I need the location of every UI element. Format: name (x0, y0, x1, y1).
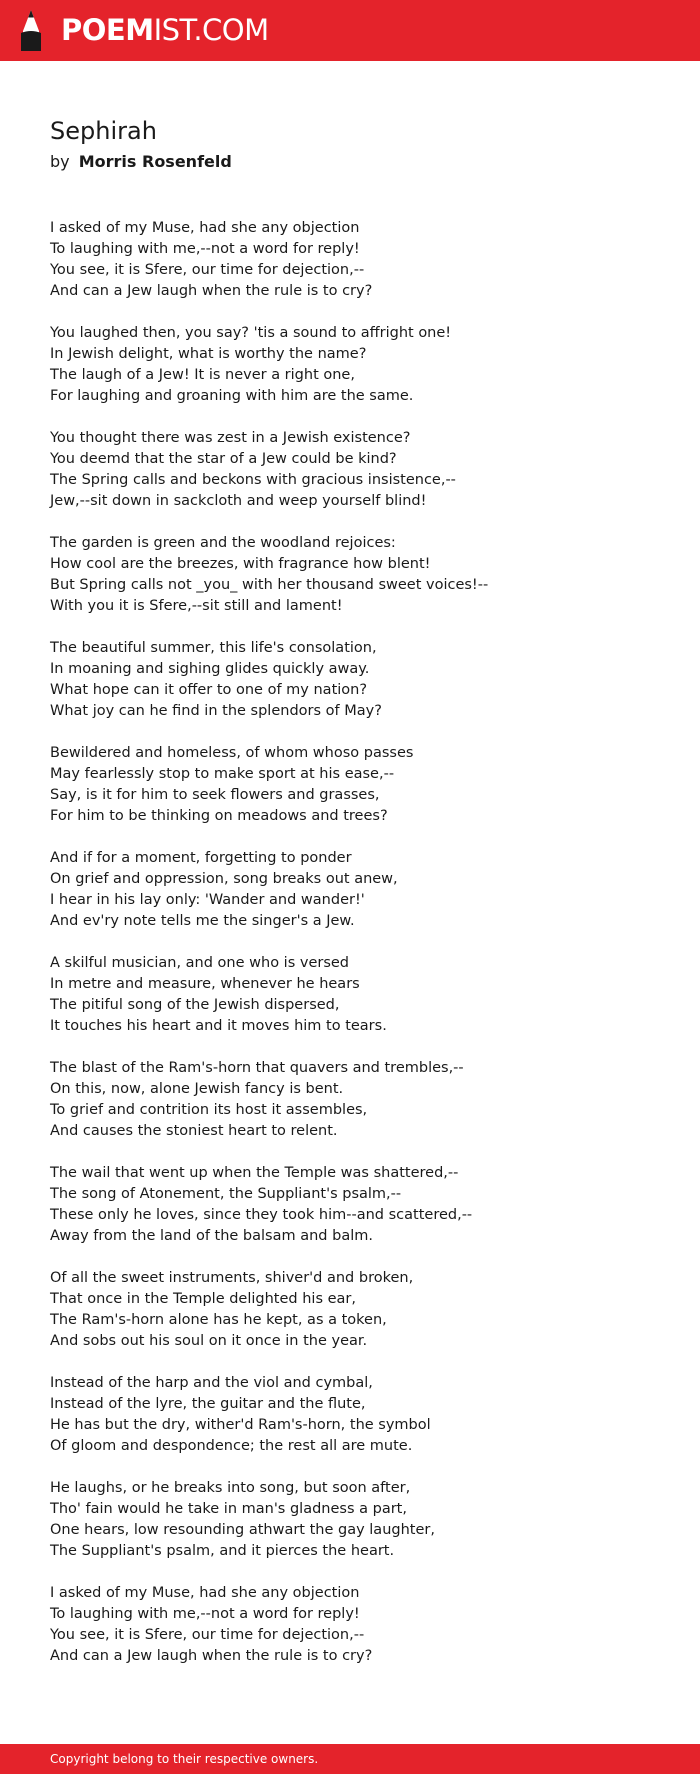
poem-line: The garden is green and the woodland rejoices: (50, 535, 396, 551)
poem-line: The Suppliant's psalm, and it pierces the heart. (50, 1543, 395, 1559)
poem-line: And can a Jew laugh when the rule is to cry? (50, 283, 373, 299)
poem-line: That once in the Temple delighted his ear, (50, 1291, 356, 1307)
poem-line: One hears, low resounding athwart the gay laughter, (50, 1522, 435, 1538)
poem-line: Say, is it for him to seek flowers and grasses, (50, 787, 380, 803)
poem-line: And ev'ry note tells me the singer's a Jew. (50, 913, 355, 929)
poem-stanza (50, 953, 670, 1037)
poem-line: I hear in his lay only: 'Wander and wander!' (50, 892, 365, 908)
site-header (0, 0, 700, 61)
poem-line: What joy can he find in the splendors of May? (50, 703, 382, 719)
poem-line: Of all the sweet instruments, shiver'd and broken, (50, 1270, 414, 1286)
poem-stanza (50, 743, 670, 827)
poem-line: You deemd that the star of a Jew could be kind? (50, 451, 397, 467)
copyright-notice: Copyright belong to their respective owners. (50, 1752, 319, 1766)
poem-line: He has but the dry, wither'd Ram's-horn, the symbol (50, 1417, 431, 1433)
poem-line: It touches his heart and it moves him to tears. (50, 1018, 387, 1034)
poem-line: You see, it is Sfere, our time for dejection,-- (50, 1627, 365, 1643)
poem-stanza (50, 323, 670, 407)
poem-line: On this, now, alone Jewish fancy is bent. (50, 1081, 344, 1097)
poem-stanza (50, 218, 670, 302)
poem-body (50, 218, 670, 1688)
poem-line: I asked of my Muse, had she any objection (50, 1585, 360, 1601)
poem-line: In moaning and sighing glides quickly away. (50, 661, 370, 677)
poem-line: But Spring calls not _you_ with her thousand sweet voices!-- (50, 577, 489, 593)
pencil-logo-icon[interactable] (18, 9, 44, 51)
poem-line: How cool are the breezes, with fragrance how blent! (50, 556, 431, 572)
poem-line: For him to be thinking on meadows and trees? (50, 808, 388, 824)
logo-text-bold: POEM (61, 13, 154, 47)
poem-line: Jew,--sit down in sackcloth and weep yourself blind! (50, 493, 427, 509)
poem-stanza (50, 1163, 670, 1247)
poem-line: What hope can it offer to one of my nation? (50, 682, 368, 698)
byline (50, 149, 650, 175)
poem-line: On grief and oppression, song breaks out anew, (50, 871, 398, 887)
poem-line: You laughed then, you say? 'tis a sound to affright one! (50, 325, 452, 341)
poem-line: You thought there was zest in a Jewish existence? (50, 430, 411, 446)
poem-stanza (50, 1268, 670, 1352)
poem-line: These only he loves, since they took him--and scattered,-- (50, 1207, 473, 1223)
poem-line: He laughs, or he breaks into song, but soon after, (50, 1480, 411, 1496)
poem-line: I asked of my Muse, had she any objection (50, 220, 360, 236)
poem-line: Away from the land of the balsam and balm. (50, 1228, 373, 1244)
poem-line: The blast of the Ram's-horn that quavers and trembles,-- (50, 1060, 464, 1076)
poem-header (50, 113, 650, 175)
poem-line: The beautiful summer, this life's consolation, (50, 640, 377, 656)
poem-line: To laughing with me,--not a word for reply! (50, 1606, 360, 1622)
poem-line: With you it is Sfere,--sit still and lament! (50, 598, 343, 614)
poem-line: To laughing with me,--not a word for reply! (50, 241, 360, 257)
poem-line: Of gloom and despondence; the rest all are mute. (50, 1438, 413, 1454)
poem-line: In metre and measure, whenever he hears (50, 976, 360, 992)
poem-line: The wail that went up when the Temple was shattered,-- (50, 1165, 459, 1181)
poem-line: A skilful musician, and one who is versed (50, 955, 350, 971)
byline-prefix: by (50, 152, 70, 171)
poem-line: Bewildered and homeless, of whom whoso passes (50, 745, 414, 761)
poem-line: And if for a moment, forgetting to ponder (50, 850, 352, 866)
poem-title: Sephirah (50, 117, 157, 145)
author-name-link[interactable]: Morris Rosenfeld (78, 152, 232, 171)
poem-line: Instead of the harp and the viol and cymbal, (50, 1375, 373, 1391)
poem-stanza (50, 848, 670, 932)
poem-line: In Jewish delight, what is worthy the name? (50, 346, 367, 362)
poem-stanza (50, 428, 670, 512)
poem-line: And can a Jew laugh when the rule is to cry? (50, 1648, 373, 1664)
poem-stanza (50, 638, 670, 722)
poem-stanza (50, 1373, 670, 1457)
site-logo-link[interactable] (61, 10, 269, 50)
poem-line: The laugh of a Jew! It is never a right one, (50, 367, 355, 383)
poem-line: To grief and contrition its host it assembles, (50, 1102, 368, 1118)
poem-line: Instead of the lyre, the guitar and the flute, (50, 1396, 366, 1412)
site-footer (0, 1744, 700, 1774)
poem-line: And sobs out his soul on it once in the year. (50, 1333, 368, 1349)
poem-line: And causes the stoniest heart to relent. (50, 1123, 338, 1139)
poem-line: The Ram's-horn alone has he kept, as a token, (50, 1312, 387, 1328)
poem-line: The pitiful song of the Jewish dispersed, (50, 997, 340, 1013)
poem-line: For laughing and groaning with him are the same. (50, 388, 414, 404)
poem-stanza (50, 533, 670, 617)
poem-stanza (50, 1583, 670, 1667)
poem-line: The song of Atonement, the Suppliant's psalm,-- (50, 1186, 402, 1202)
logo-text-light: IST.COM (153, 13, 269, 47)
poem-line: May fearlessly stop to make sport at his ease,-- (50, 766, 395, 782)
poem-line: The Spring calls and beckons with gracious insistence,-- (50, 472, 456, 488)
poem-stanza (50, 1478, 670, 1562)
poem-stanza (50, 1058, 670, 1142)
poem-line: Tho' fain would he take in man's gladness a part, (50, 1501, 407, 1517)
poem-line: You see, it is Sfere, our time for dejection,-- (50, 262, 365, 278)
